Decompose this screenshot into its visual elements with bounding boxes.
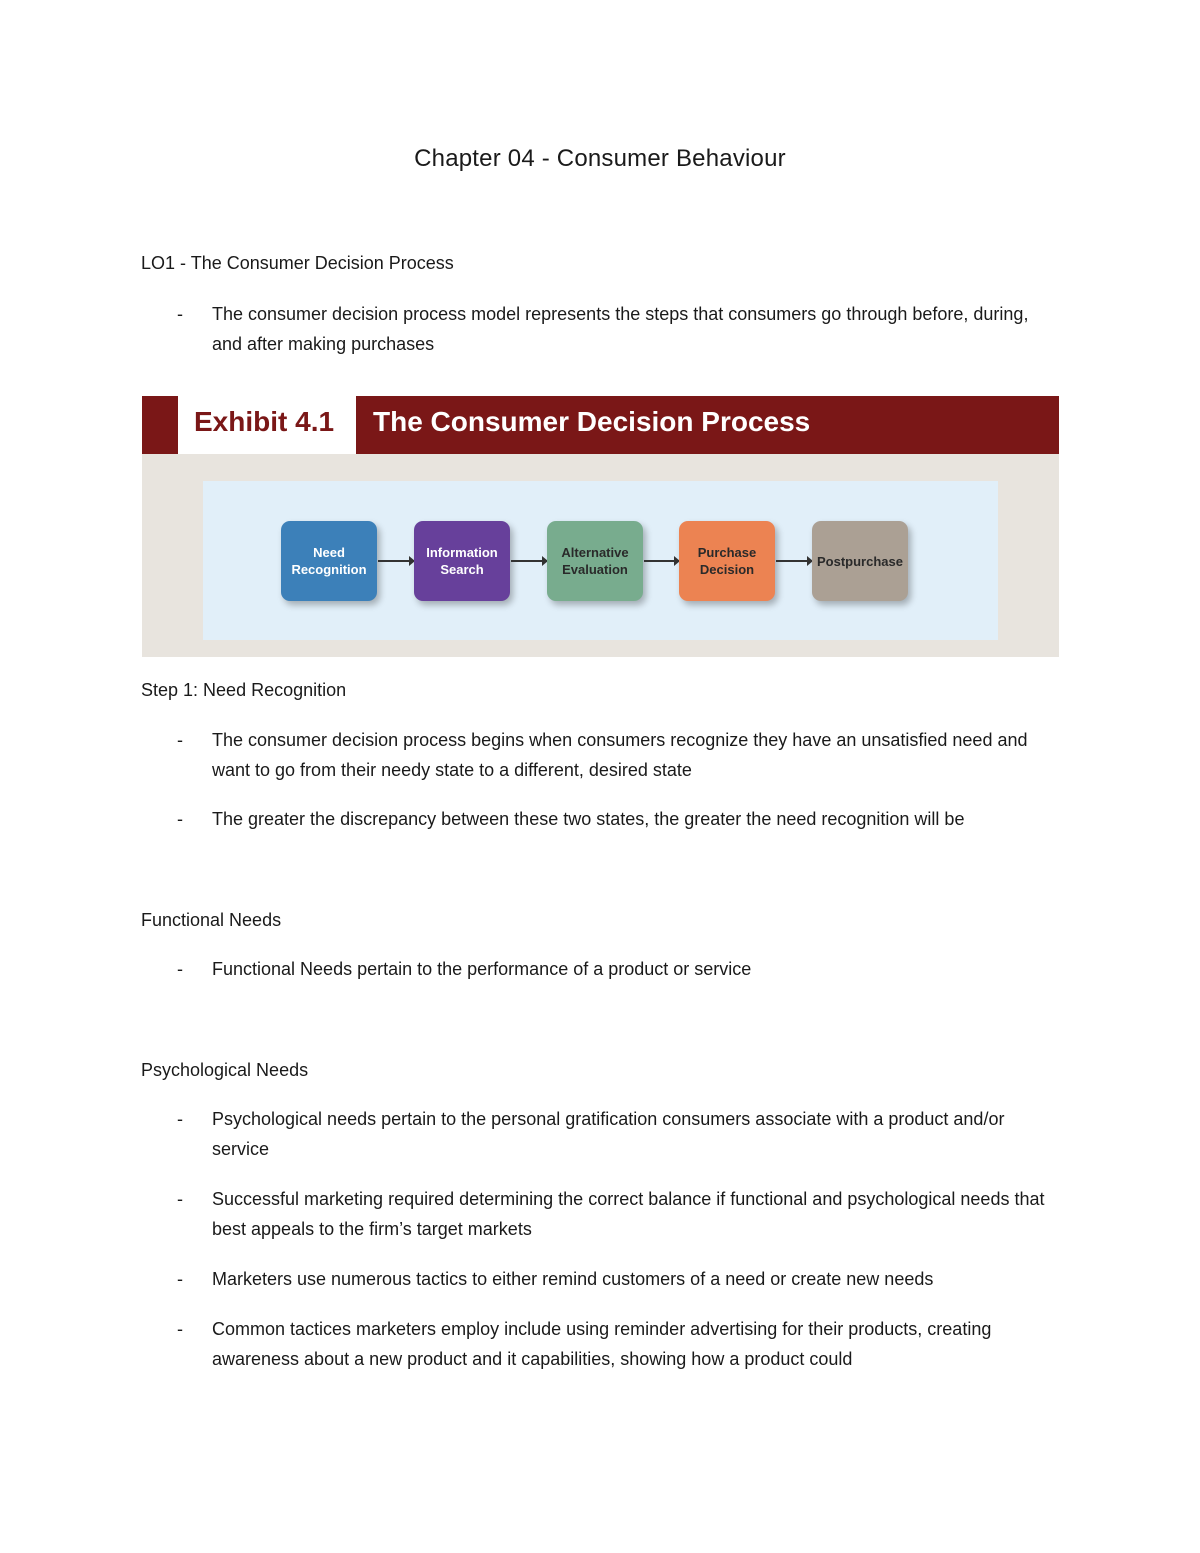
- step-alternative-evaluation: Alternative Evaluation: [547, 521, 643, 601]
- bullet-dash: -: [177, 1189, 183, 1209]
- section-heading-lo1: LO1 - The Consumer Decision Process: [141, 253, 454, 273]
- section-heading-functional-needs: Functional Needs: [141, 910, 282, 930]
- bullet-dash: -: [177, 1269, 183, 1289]
- exhibit-label-box: [178, 396, 356, 454]
- bullet-text: Psychological needs pertain to the personal gratification consumers associate with a product and/or service: [212, 1109, 1005, 1159]
- section-heading-step1: Step 1: Need Recognition: [141, 680, 347, 700]
- flow-arrow: [776, 560, 812, 562]
- exhibit-figure: [142, 396, 1059, 657]
- bullet-text: Functional Needs pertain to the performance of a product or service: [212, 959, 752, 979]
- flow-arrow: [511, 560, 547, 562]
- bullet-dash: -: [177, 1319, 183, 1339]
- step-information-search: Information Search: [414, 521, 510, 601]
- bullet-text: The consumer decision process begins when consumers recognize they have an unsatisfied need and want to go from their needy state to a different, desired state: [212, 730, 1028, 780]
- bullet-text: Marketers use numerous tactics to either remind customers of a need or create new needs: [212, 1269, 934, 1289]
- bullet-dash: -: [177, 304, 183, 324]
- process-flow-panel: [203, 481, 998, 640]
- bullet-dash: -: [177, 730, 183, 750]
- step-purchase-decision: Purchase Decision: [679, 521, 775, 601]
- bullet-text: The greater the discrepancy between these two states, the greater the need recognition will be: [212, 809, 965, 829]
- bullet-item: [141, 1264, 1061, 1294]
- bullet-item: [141, 299, 1061, 359]
- bullet-dash: -: [177, 1109, 183, 1129]
- exhibit-header-bar: [142, 396, 1059, 454]
- bullet-dash: -: [177, 809, 183, 829]
- bullet-item: [141, 1184, 1061, 1244]
- section-heading-psychological-needs: Psychological Needs: [141, 1060, 309, 1080]
- flow-arrow: [644, 560, 679, 562]
- exhibit-title: The Consumer Decision Process: [373, 406, 811, 437]
- flow-arrow: [378, 560, 414, 562]
- bullet-dash: -: [177, 959, 183, 979]
- step-need-recognition: Need Recognition: [281, 521, 377, 601]
- bullet-item: [141, 1314, 1061, 1374]
- exhibit-label: Exhibit 4.1: [194, 406, 335, 437]
- step-postpurchase: Postpurchase: [812, 521, 908, 601]
- bullet-text: The consumer decision process model represents the steps that consumers go through before, during, and after making purchases: [212, 304, 1029, 354]
- bullet-text: Successful marketing required determining the correct balance if functional and psychological needs that best appeals to the firm’s target markets: [212, 1189, 1045, 1239]
- bullet-text: Common tactices marketers employ include using reminder advertising for their products, creating awareness about a new product and it capabilities, showing how a product could: [212, 1319, 992, 1369]
- bullet-item: [141, 725, 1061, 785]
- bullet-item: [141, 1104, 1061, 1164]
- bullet-item: [141, 804, 1061, 834]
- bullet-item: [141, 954, 1061, 984]
- page-title: Chapter 04 - Consumer Behaviour: [414, 145, 786, 172]
